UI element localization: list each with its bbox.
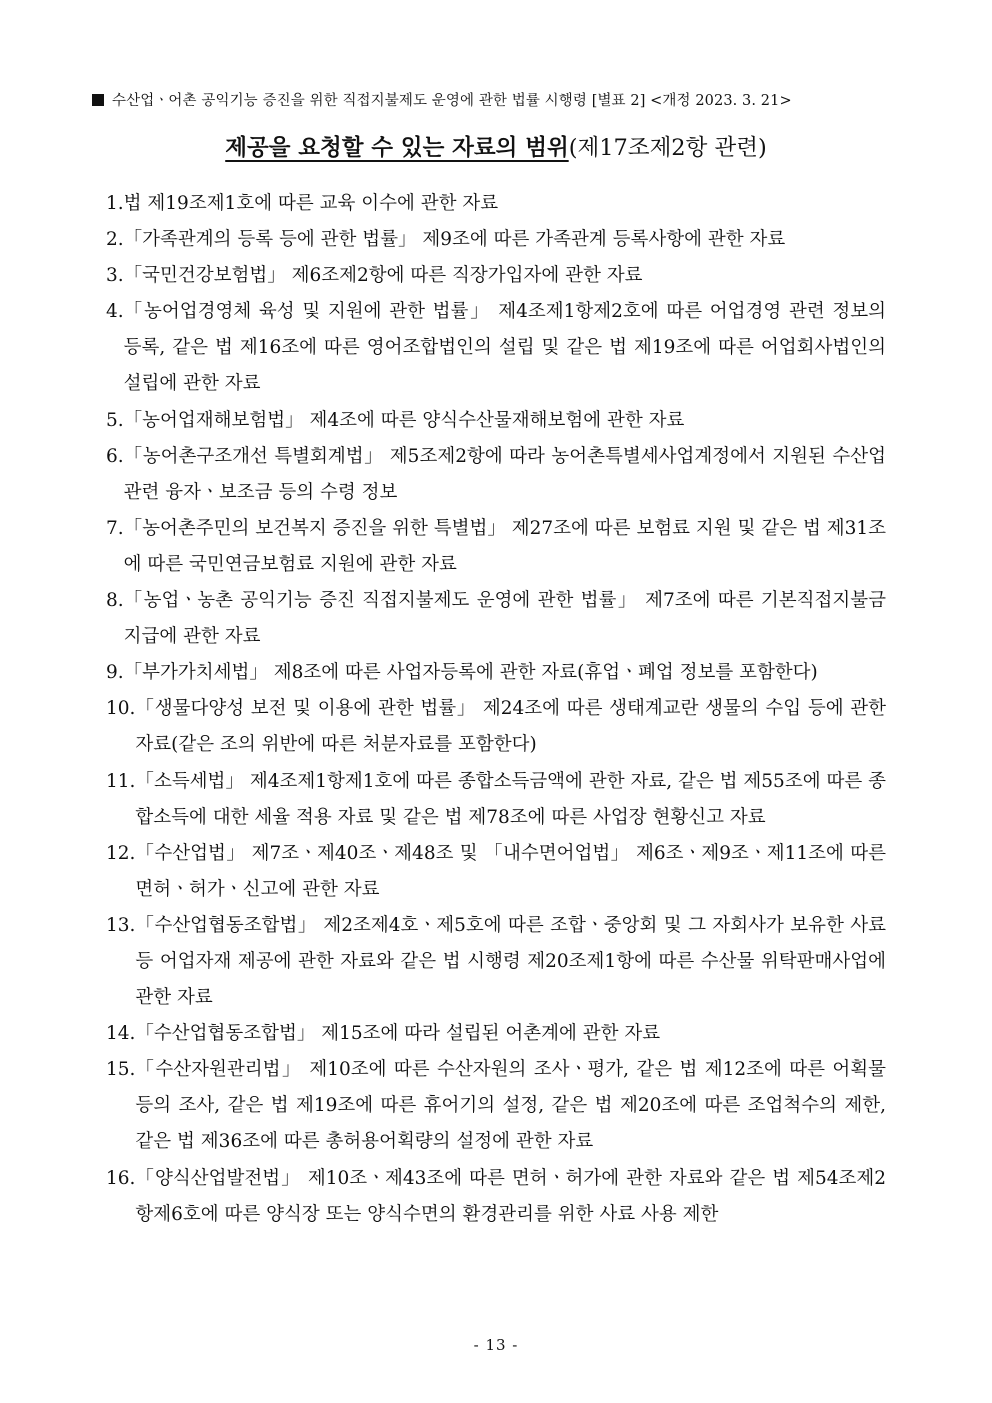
black-square-icon (92, 94, 104, 106)
list-item (106, 1016, 886, 1052)
item-number: 9. (106, 662, 124, 684)
page-number: - 13 - (473, 1336, 519, 1354)
item-number: 15. (106, 1059, 136, 1081)
item-text: 「농어촌구조개선 특별회계법」 제5조제2항에 따라 농어촌특별세사업계정에서 지원된 수산업 관련 융자ㆍ보조금 등의 수령 정보 (123, 445, 886, 503)
provision-list (106, 186, 886, 1233)
item-number: 14. (106, 1023, 136, 1045)
item-text: 「국민건강보험법」 제6조제2항에 따른 직장가입자에 관한 자료 (123, 265, 643, 287)
list-item (106, 583, 886, 655)
list-item (106, 439, 886, 511)
list-item (106, 222, 886, 258)
title-sub: (제17조제2항 관련) (568, 135, 767, 161)
list-item (106, 403, 886, 439)
document-title (0, 131, 992, 165)
item-number: 11. (106, 770, 136, 792)
item-number: 12. (106, 842, 136, 864)
item-number: 5. (106, 409, 124, 431)
list-item (106, 836, 886, 908)
list-item (106, 764, 886, 836)
list-item (106, 691, 886, 763)
item-number: 1. (106, 193, 124, 214)
item-text: 법 제19조제1호에 따른 교육 이수에 관한 자료 (123, 193, 499, 214)
title-main: 제공을 요청할 수 있는 자료의 범위 (225, 135, 569, 161)
item-text: 「생물다양성 보전 및 이용에 관한 법률」 제24조에 따른 생태계교란 생물의 수입 등에 관한 자료(같은 조의 위반에 따른 처분자료를 포함한다) (135, 698, 886, 756)
list-item (106, 908, 886, 1016)
document-header (92, 90, 912, 112)
item-text: 「수산업법」 제7조ㆍ제40조ㆍ제48조 및 「내수면어업법」 제6조ㆍ제9조ㆍ제11조에 따른 면허ㆍ허가ㆍ신고에 관한 자료 (135, 842, 886, 900)
item-text: 「가족관계의 등록 등에 관한 법률」 제9조에 따른 가족관계 등록사항에 관한 자료 (123, 229, 786, 251)
list-item (106, 1161, 886, 1233)
list-item (106, 1052, 886, 1160)
item-number: 16. (106, 1167, 136, 1189)
item-number: 3. (106, 265, 124, 287)
item-number: 13. (106, 914, 136, 936)
item-number: 10. (106, 698, 136, 720)
item-number: 2. (106, 229, 124, 251)
item-number: 7. (106, 517, 124, 539)
item-text: 「부가가치세법」 제8조에 따른 사업자등록에 관한 자료(휴업ㆍ폐업 정보를 포함한다) (123, 662, 818, 684)
item-text: 「농어촌주민의 보건복지 증진을 위한 특별법」 제27조에 따른 보험료 지원 및 같은 법 제31조에 따른 국민연금보험료 지원에 관한 자료 (123, 517, 886, 575)
list-item (106, 655, 886, 691)
item-text: 「농업ㆍ농촌 공익기능 증진 직접지불제도 운영에 관한 법률」 제7조에 따른 기본직접지불금 지급에 관한 자료 (123, 590, 886, 648)
item-text: 「수산자원관리법」 제10조에 따른 수산자원의 조사ㆍ평가, 같은 법 제12조에 따른 어획물 등의 조사, 같은 법 제19조에 따른 휴어기의 설정, 같은 법 제20조에 따른 조업척수의 제한, 같은 법 제36조에 따른 총허용어획량의 설정에 관한 자료 (135, 1059, 886, 1153)
item-text: 「농어업재해보험법」 제4조에 따른 양식수산물재해보험에 관한 자료 (123, 409, 685, 431)
item-text: 「수산업협동조합법」 제2조제4호ㆍ제5호에 따른 조합ㆍ중앙회 및 그 자회사가 보유한 사료 등 어업자재 제공에 관한 자료와 같은 법 시행령 제20조제1항에 따른 수산물 위탁판매사업에 관한 자료 (135, 914, 886, 1009)
item-number: 8. (106, 590, 124, 612)
item-text: 「소득세법」 제4조제1항제1호에 따른 종합소득금액에 관한 자료, 같은 법 제55조에 따른 종합소득에 대한 세율 적용 자료 및 같은 법 제78조에 따른 사업장 현황신고 자료 (135, 770, 886, 828)
list-item (106, 511, 886, 583)
item-number: 6. (106, 445, 124, 467)
item-text: 「양식산업발전법」 제10조ㆍ제43조에 따른 면허ㆍ허가에 관한 자료와 같은 법 제54조제2항제6호에 따른 양식장 또는 양식수면의 환경관리를 위한 사료 사용 제한 (135, 1167, 886, 1225)
header-text: 수산업ㆍ어촌 공익기능 증진을 위한 직접지불제도 운영에 관한 법률 시행령 [별표 2] <개정 2023. 3. 21> (112, 93, 792, 109)
list-item (106, 186, 886, 222)
item-text: 「수산업협동조합법」 제15조에 따라 설립된 어촌계에 관한 자료 (135, 1023, 661, 1045)
list-item (106, 258, 886, 294)
item-number: 4. (106, 301, 124, 323)
item-text: 「농어업경영체 육성 및 지원에 관한 법률」 제4조제1항제2호에 따른 어업경영 관련 정보의 등록, 같은 법 제16조에 따른 영어조합법인의 설립 및 같은 법 제19조에 따른 어업회사법인의 설립에 관한 자료 (123, 301, 886, 395)
list-item (106, 294, 886, 402)
